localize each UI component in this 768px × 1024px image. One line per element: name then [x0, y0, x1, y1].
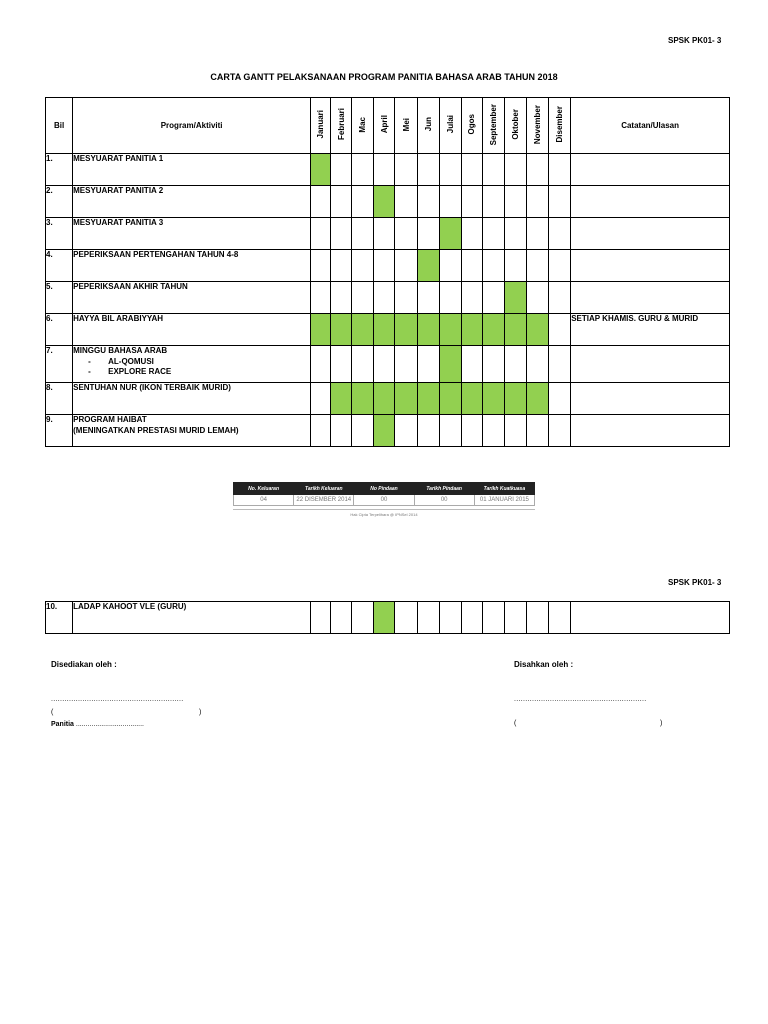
- approved-signature-line: ...........................................................: [514, 696, 647, 703]
- month-cell: [331, 186, 352, 218]
- month-header: [439, 98, 461, 154]
- month-cell: [439, 602, 461, 634]
- month-cell: [311, 186, 331, 218]
- program-cell: [73, 602, 311, 634]
- month-cell: [374, 250, 395, 282]
- program-cell: [73, 282, 311, 314]
- month-cell: [352, 154, 374, 186]
- month-cell: [439, 250, 461, 282]
- month-cell-scheduled: [352, 383, 374, 415]
- month-label: Oktober: [510, 109, 520, 140]
- month-cell: [482, 282, 504, 314]
- month-cell-scheduled: [482, 383, 504, 415]
- month-cell: [439, 282, 461, 314]
- month-cell: [549, 186, 571, 218]
- month-cell: [352, 186, 374, 218]
- program-name: MESYUARAT PANITIA 1: [73, 154, 164, 163]
- header-program: Program/Aktiviti: [73, 98, 311, 154]
- month-cell: [461, 250, 482, 282]
- month-cell-scheduled: [374, 415, 395, 447]
- program-cell: [73, 218, 311, 250]
- month-cell: [504, 186, 526, 218]
- month-cell: [504, 415, 526, 447]
- table-row: [46, 218, 730, 250]
- sub-activity: [73, 357, 310, 368]
- month-cell: [395, 186, 417, 218]
- month-header: [482, 98, 504, 154]
- month-cell: [482, 218, 504, 250]
- month-cell: [482, 250, 504, 282]
- notes-cell: [571, 602, 730, 634]
- row-number: 9.: [46, 415, 73, 447]
- sub-activity-label: EXPLORE RACE: [108, 367, 172, 376]
- revision-header: Tarikh Pindaan: [414, 483, 474, 495]
- table-row: [46, 250, 730, 282]
- copyright-text: Hak Cipta Terpelihara @ IPNSel 2014: [233, 509, 535, 517]
- table-row: [46, 282, 730, 314]
- month-header: [417, 98, 439, 154]
- row-number: 5.: [46, 282, 73, 314]
- month-cell: [311, 602, 331, 634]
- month-cell: [549, 218, 571, 250]
- month-label: Mei: [401, 117, 411, 132]
- gantt-table-page2: [45, 601, 730, 634]
- program-name: MESYUARAT PANITIA 3: [73, 218, 164, 227]
- month-cell: [527, 346, 549, 383]
- month-cell: [417, 282, 439, 314]
- month-label: Julai: [445, 115, 455, 134]
- month-label: Mac: [358, 116, 368, 133]
- month-cell: [461, 186, 482, 218]
- month-cell-scheduled: [504, 314, 526, 346]
- month-cell: [527, 186, 549, 218]
- month-cell: [352, 602, 374, 634]
- month-cell: [395, 346, 417, 383]
- program-name: SENTUHAN NUR (IKON TERBAIK MURID): [73, 383, 231, 392]
- month-cell: [549, 415, 571, 447]
- month-header: [504, 98, 526, 154]
- revision-value: 04: [234, 495, 294, 506]
- month-cell-scheduled: [482, 314, 504, 346]
- month-cell-scheduled: [504, 383, 526, 415]
- month-cell: [417, 415, 439, 447]
- month-cell: [395, 602, 417, 634]
- prepared-by-label: Disediakan oleh :: [51, 660, 117, 669]
- month-cell: [527, 602, 549, 634]
- month-cell-scheduled: [461, 383, 482, 415]
- prepared-name-close: ): [199, 709, 202, 716]
- program-cell: [73, 250, 311, 282]
- revision-value: 01 JANUARI 2015: [474, 495, 534, 506]
- month-cell: [395, 282, 417, 314]
- month-label: Ogos: [467, 114, 477, 135]
- month-cell: [482, 346, 504, 383]
- month-cell-scheduled: [527, 383, 549, 415]
- month-cell: [331, 346, 352, 383]
- revision-value: 22 DISEMBER 2014: [294, 495, 354, 506]
- month-cell: [549, 250, 571, 282]
- panitia-label: Panitia: [51, 721, 74, 728]
- month-label: Disember: [555, 106, 565, 143]
- month-cell: [395, 415, 417, 447]
- header-row: [46, 98, 730, 154]
- month-cell: [331, 602, 352, 634]
- month-header: [395, 98, 417, 154]
- month-cell: [461, 154, 482, 186]
- month-cell: [395, 250, 417, 282]
- table-row: [46, 383, 730, 415]
- month-cell: [439, 186, 461, 218]
- revision-box: [233, 482, 535, 517]
- table-row: [46, 186, 730, 218]
- month-cell: [417, 154, 439, 186]
- month-cell: [331, 250, 352, 282]
- month-cell: [504, 154, 526, 186]
- revision-value: 00: [414, 495, 474, 506]
- month-cell-scheduled: [439, 314, 461, 346]
- notes-cell: [571, 154, 730, 186]
- month-cell: [352, 346, 374, 383]
- month-cell-scheduled: [527, 314, 549, 346]
- notes-cell: [571, 282, 730, 314]
- month-cell: [311, 383, 331, 415]
- row-number: 10.: [46, 602, 73, 634]
- program-name: PROGRAM HAIBAT: [73, 415, 147, 424]
- month-cell: [374, 154, 395, 186]
- month-cell-scheduled: [374, 602, 395, 634]
- approved-name-open: (: [514, 720, 517, 727]
- month-cell: [352, 250, 374, 282]
- program-name: HAYYA BIL ARABIYYAH: [73, 314, 164, 323]
- month-cell: [527, 154, 549, 186]
- month-cell: [311, 346, 331, 383]
- table-row: [46, 415, 730, 447]
- month-cell: [549, 383, 571, 415]
- month-header: [549, 98, 571, 154]
- row-number: 1.: [46, 154, 73, 186]
- month-cell: [311, 415, 331, 447]
- month-cell-scheduled: [331, 314, 352, 346]
- month-cell: [331, 282, 352, 314]
- month-label: April: [379, 115, 389, 134]
- month-cell-scheduled: [461, 314, 482, 346]
- revision-header: Tarikh Kuatkuasa: [474, 483, 534, 495]
- month-label: Januari: [316, 110, 326, 139]
- program-cell: [73, 314, 311, 346]
- month-cell: [504, 218, 526, 250]
- revision-value: 00: [354, 495, 414, 506]
- approved-name-close: ): [660, 720, 663, 727]
- month-cell: [527, 282, 549, 314]
- month-cell-scheduled: [311, 314, 331, 346]
- table-row: [46, 154, 730, 186]
- prepared-signature-line: ...........................................................: [51, 696, 184, 703]
- month-header: [527, 98, 549, 154]
- month-label: September: [488, 103, 498, 146]
- month-cell-scheduled: [352, 314, 374, 346]
- month-cell: [482, 415, 504, 447]
- table-row: [46, 346, 730, 383]
- month-cell: [549, 314, 571, 346]
- month-cell: [331, 218, 352, 250]
- month-cell: [527, 415, 549, 447]
- bullet-dash: -: [88, 367, 91, 376]
- month-cell: [527, 218, 549, 250]
- program-cell: [73, 186, 311, 218]
- month-cell: [311, 218, 331, 250]
- month-cell: [549, 282, 571, 314]
- revision-table: [233, 482, 535, 506]
- month-cell: [482, 154, 504, 186]
- month-cell-scheduled: [417, 250, 439, 282]
- month-label: November: [533, 104, 543, 145]
- program-name: MESYUARAT PANITIA 2: [73, 186, 164, 195]
- month-cell: [374, 218, 395, 250]
- month-cell: [352, 282, 374, 314]
- month-cell-scheduled: [439, 346, 461, 383]
- month-cell: [461, 282, 482, 314]
- notes-cell: [571, 383, 730, 415]
- program-cell: [73, 383, 311, 415]
- notes-cell: [571, 186, 730, 218]
- month-cell: [331, 415, 352, 447]
- month-cell: [504, 602, 526, 634]
- month-cell: [461, 346, 482, 383]
- month-label: Jun: [423, 117, 433, 132]
- gantt-table: [45, 97, 730, 447]
- header-notes: Catatan/Ulasan: [571, 98, 730, 154]
- approved-by-label: Disahkan oleh :: [514, 660, 574, 669]
- month-cell: [549, 602, 571, 634]
- month-cell: [374, 346, 395, 383]
- bullet-dash: -: [88, 356, 91, 366]
- month-cell-scheduled: [417, 314, 439, 346]
- revision-header: No. Keluaran: [234, 483, 294, 495]
- sub-activity: [73, 367, 310, 378]
- document-code: SPSK PK01- 3: [668, 36, 722, 45]
- notes-cell: [571, 250, 730, 282]
- row-number: 8.: [46, 383, 73, 415]
- row-number: 6.: [46, 314, 73, 346]
- table-row: [46, 314, 730, 346]
- month-cell: [311, 282, 331, 314]
- month-cell: [439, 415, 461, 447]
- month-cell: [461, 602, 482, 634]
- row-number: 4.: [46, 250, 73, 282]
- month-cell-scheduled: [395, 383, 417, 415]
- notes-cell: [571, 415, 730, 447]
- program-name: PEPERIKSAAN AKHIR TAHUN: [73, 282, 188, 291]
- document-code-page2: SPSK PK01- 3: [668, 578, 722, 587]
- table-row: [46, 602, 730, 634]
- page-title: CARTA GANTT PELAKSANAAN PROGRAM PANITIA BAHASA ARAB TAHUN 2018: [210, 72, 558, 82]
- month-cell-scheduled: [439, 218, 461, 250]
- month-cell: [504, 346, 526, 383]
- program-name: PEPERIKSAAN PERTENGAHAN TAHUN 4-8: [73, 250, 239, 259]
- month-header: [352, 98, 374, 154]
- month-cell-scheduled: [311, 154, 331, 186]
- month-header: [374, 98, 395, 154]
- month-cell: [439, 154, 461, 186]
- notes-cell: [571, 346, 730, 383]
- month-cell: [395, 218, 417, 250]
- row-number: 2.: [46, 186, 73, 218]
- gantt-body: [46, 154, 730, 447]
- program-cell: [73, 415, 311, 447]
- gantt-body-page2: [46, 602, 730, 634]
- month-cell: [417, 218, 439, 250]
- month-header: [331, 98, 352, 154]
- month-cell-scheduled: [417, 383, 439, 415]
- month-cell-scheduled: [439, 383, 461, 415]
- program-name: MINGGU BAHASA ARAB: [73, 346, 168, 355]
- program-name: LADAP KAHOOT VLE (GURU): [73, 602, 187, 611]
- month-cell-scheduled: [374, 186, 395, 218]
- revision-header: Tarikh Keluaran: [294, 483, 354, 495]
- notes-cell: SETIAP KHAMIS. GURU & MURID: [571, 314, 730, 346]
- month-cell: [527, 250, 549, 282]
- notes-cell: [571, 218, 730, 250]
- row-number: 3.: [46, 218, 73, 250]
- month-cell: [482, 186, 504, 218]
- month-cell: [417, 346, 439, 383]
- month-cell-scheduled: [331, 383, 352, 415]
- month-cell-scheduled: [504, 282, 526, 314]
- month-cell-scheduled: [374, 314, 395, 346]
- month-header: [311, 98, 331, 154]
- month-cell: [417, 186, 439, 218]
- program-cell: [73, 346, 311, 383]
- panitia-line: [51, 721, 144, 728]
- month-cell: [352, 415, 374, 447]
- month-cell: [311, 250, 331, 282]
- sub-activity-label: AL-QOMUSI: [108, 356, 154, 366]
- month-cell: [482, 602, 504, 634]
- month-header: [461, 98, 482, 154]
- month-cell-scheduled: [374, 383, 395, 415]
- month-cell: [331, 154, 352, 186]
- month-cell-scheduled: [395, 314, 417, 346]
- row-number: 7.: [46, 346, 73, 383]
- month-label: Februari: [336, 108, 346, 141]
- program-name: (MENINGATKAN PRESTASI MURID LEMAH): [73, 425, 239, 435]
- prepared-name-open: (: [51, 709, 54, 716]
- month-cell: [549, 154, 571, 186]
- month-cell: [395, 154, 417, 186]
- panitia-dots: ...................................: [75, 721, 144, 728]
- month-cell: [461, 415, 482, 447]
- program-cell: [73, 154, 311, 186]
- header-bil: Bil: [46, 98, 73, 154]
- revision-header: No Pindaan: [354, 483, 414, 495]
- month-cell: [461, 218, 482, 250]
- month-cell: [417, 602, 439, 634]
- month-cell: [352, 218, 374, 250]
- month-cell: [549, 346, 571, 383]
- month-cell: [374, 282, 395, 314]
- month-cell: [504, 250, 526, 282]
